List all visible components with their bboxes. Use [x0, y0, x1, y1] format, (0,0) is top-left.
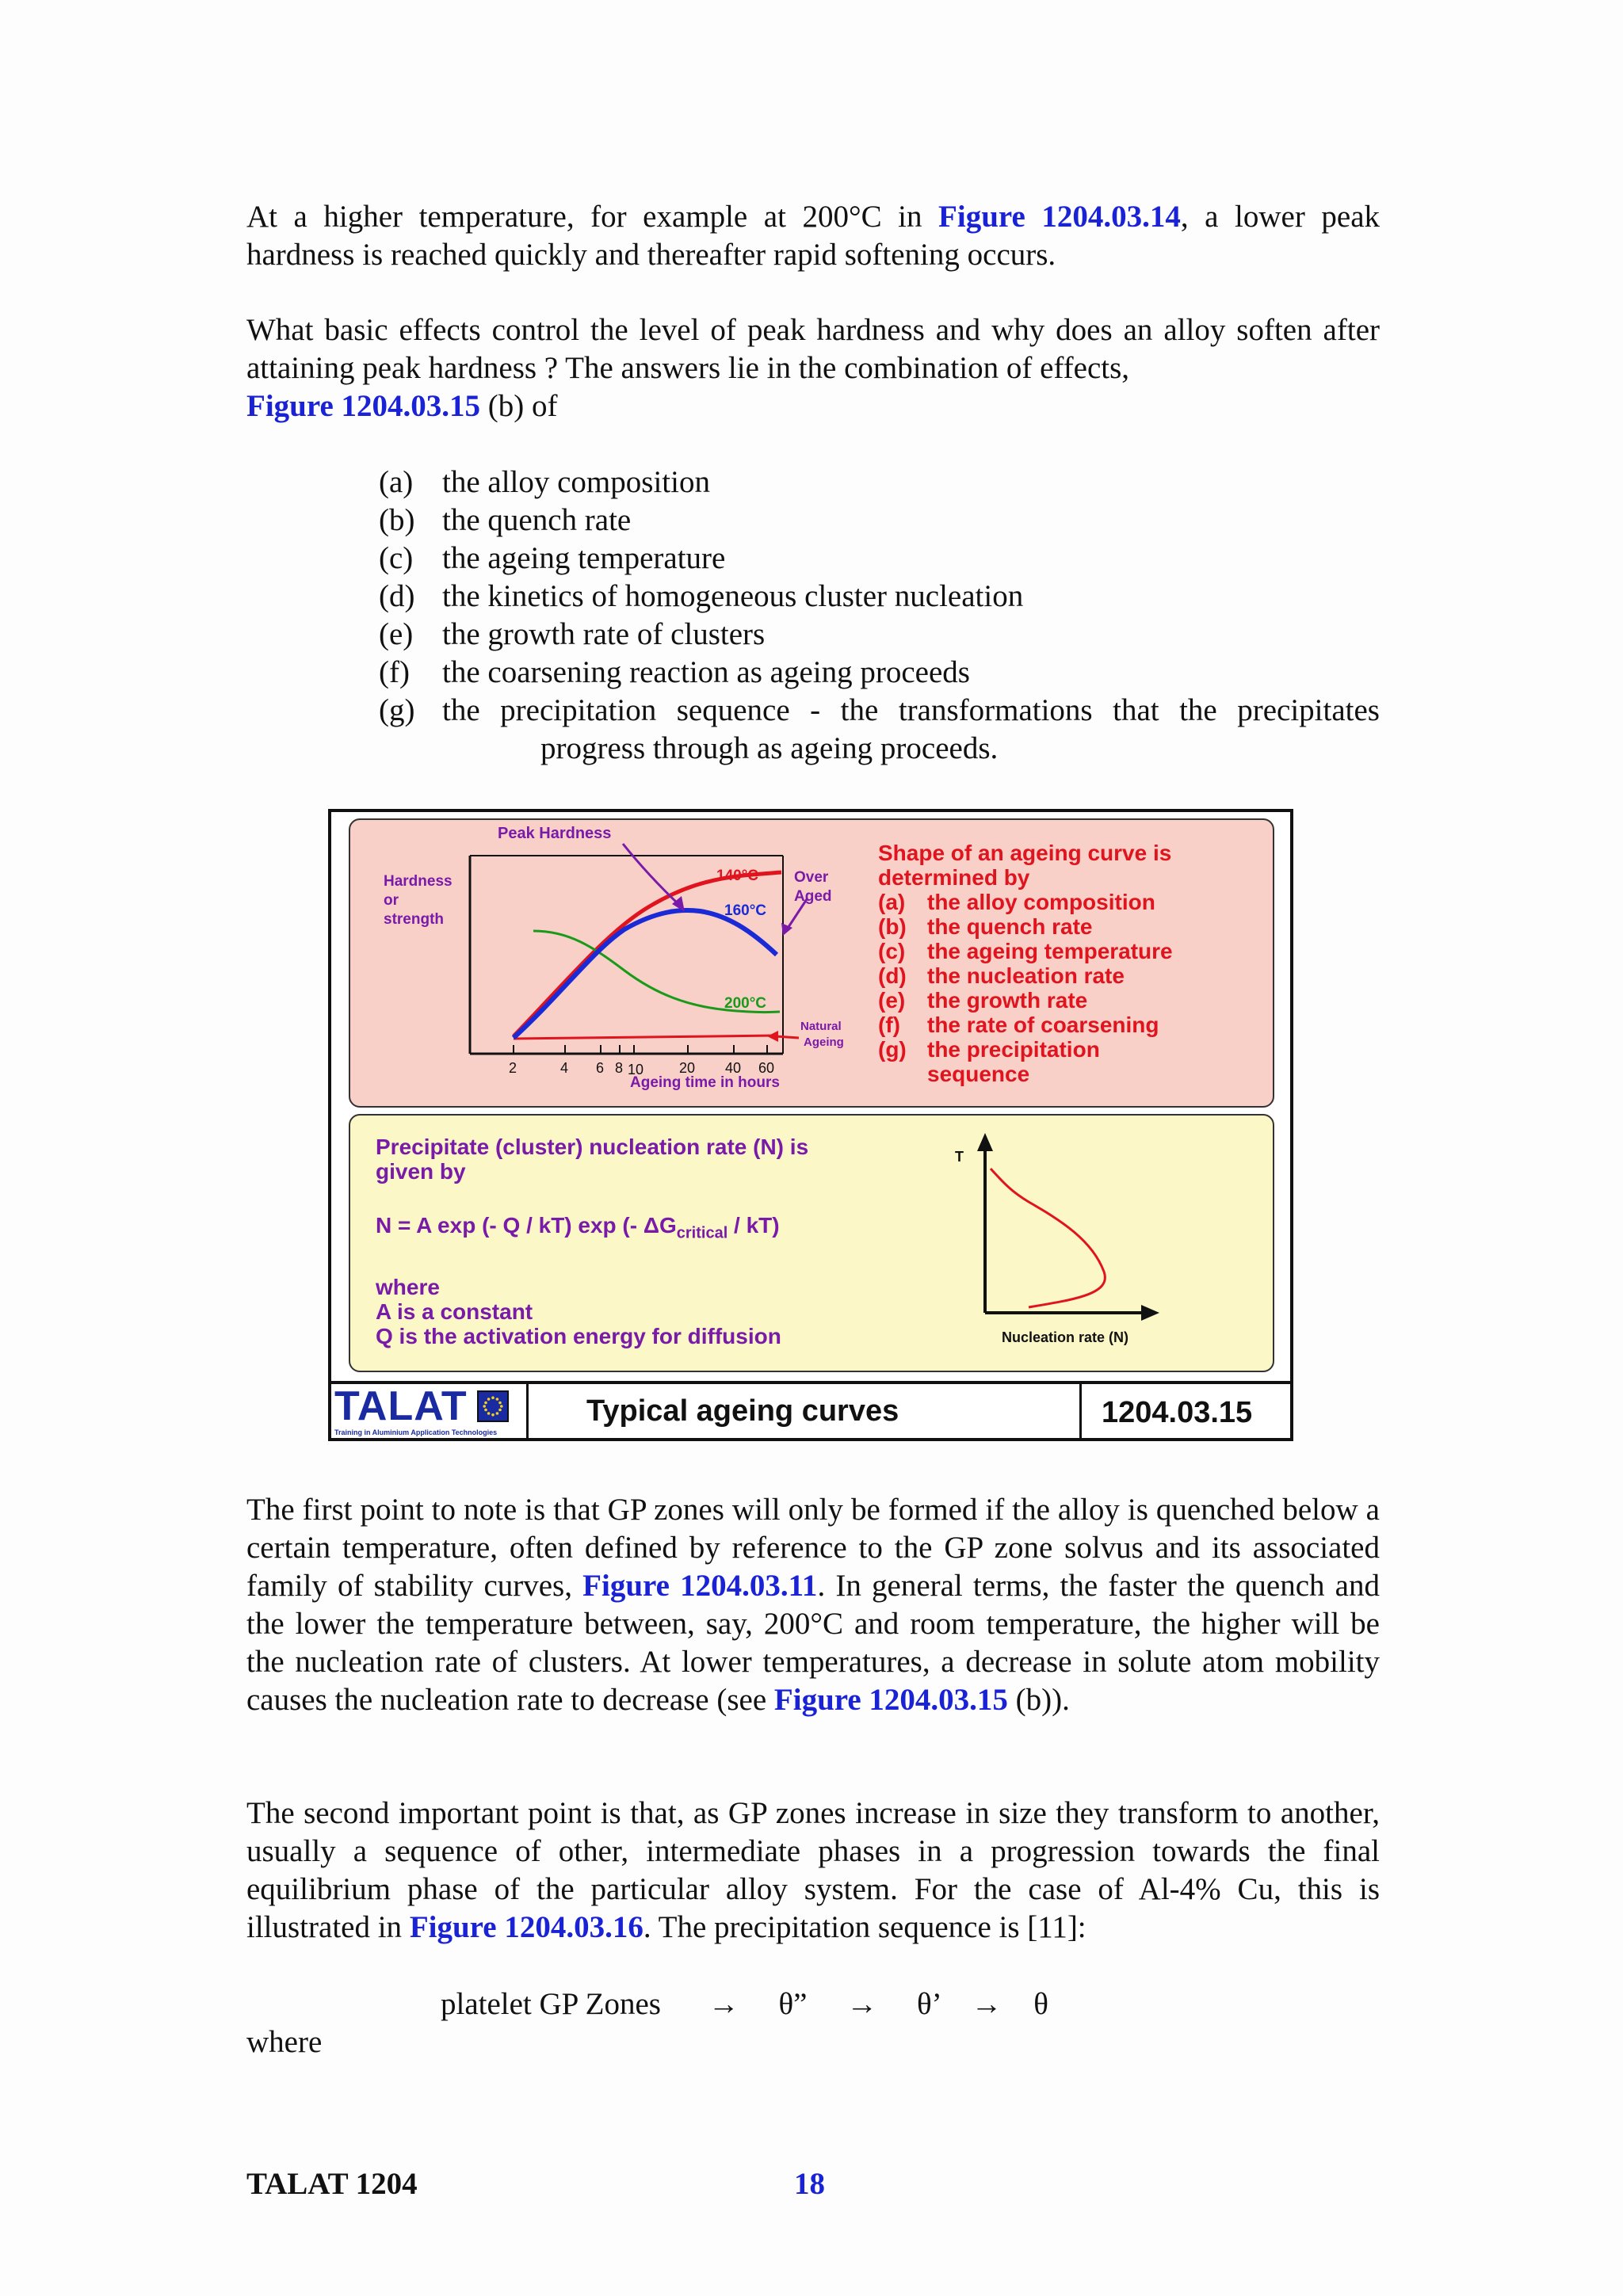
shape-heading-1: Shape of an ageing curve is [878, 841, 1172, 865]
paragraph-text: What basic effects control the level of peak hardness and why does an alloy soften after attaining peak hardness ? The answers lie in the combination of effects, [246, 313, 1380, 385]
shape-item-text: the growth rate [927, 988, 1088, 1013]
shape-item [878, 1013, 1173, 1037]
paragraph-text: The second important point is that, as GP zones increase in size they transform to another, usually a sequence of other, intermediate phases in a progression towards the final equilibrium phase of the particular alloy system. For the case of Al-4% Cu, this is illustrated in [246, 1796, 1380, 1944]
list-label: (c) [379, 541, 414, 575]
talat-subtitle: Training in Aluminium Application Technologies [334, 1428, 498, 1436]
tick-label: 8 [615, 1060, 624, 1076]
page-number: 18 [794, 2167, 825, 2201]
natural-ageing-label-2: Ageing [804, 1035, 844, 1049]
n-axis-arrow-icon [1141, 1305, 1159, 1321]
shape-item-label: (d) [878, 963, 907, 988]
talat-logo: TALAT [334, 1383, 468, 1429]
y-label-or: or [384, 892, 399, 909]
paragraph-text: The first point to note is that GP zones will only be formed if the alloy is quenched below a certain temperature, often defined by reference to the GP zone solvus and its associated family of stability curves, [246, 1493, 1380, 1603]
paragraph-2 [246, 311, 1380, 425]
shape-item-continuation: sequence [927, 1062, 1030, 1086]
shape-item-text: the rate of coarsening [927, 1013, 1159, 1037]
tick-label: 6 [596, 1060, 605, 1076]
y-label-strength: strength [384, 911, 444, 928]
list-text: the coarsening reaction as ageing proceeds [442, 655, 970, 689]
shape-item-label: (a) [878, 890, 906, 914]
paragraph-text: At a higher temperature, for example at 200°C in [246, 200, 939, 234]
list-text: the alloy composition [442, 465, 710, 499]
shape-item-text: the precipitation [927, 1037, 1100, 1062]
list-text: the growth rate of clusters [442, 617, 766, 651]
nucleation-equation [376, 1213, 808, 1246]
arrow-icon: → [971, 1987, 1002, 2021]
over-aged-label-1: Over [794, 869, 829, 886]
list-item [379, 578, 1380, 616]
figure-link[interactable]: Figure 1204.03.15 [246, 389, 481, 423]
figure-title: Typical ageing curves [586, 1394, 899, 1428]
list-text: the precipitation sequence - the transformations that the precipitates [442, 693, 1380, 727]
figure-link[interactable]: Figure 1204.03.15 [773, 1683, 1008, 1717]
shape-item-text: the nucleation rate [927, 963, 1125, 988]
natural-ageing-curve [514, 1035, 775, 1039]
over-aged-label-2: Aged [794, 888, 832, 905]
effects-list [379, 463, 1380, 768]
shape-heading-2: determined by [878, 865, 1030, 890]
equation-part: N = A exp (- Q / kT) exp (- ΔG [376, 1213, 677, 1238]
nucleation-where: where [376, 1274, 440, 1299]
list-label: (d) [379, 579, 415, 613]
nucleation-q-desc: Q is the activation energy for diffusion [376, 1323, 781, 1348]
tick-label: 4 [560, 1060, 569, 1076]
list-item [379, 540, 1380, 578]
figure-number: 1204.03.15 [1102, 1396, 1253, 1429]
tick-label: 2 [509, 1060, 517, 1076]
figure-1204-03-15 [328, 809, 1293, 1441]
where-label: where [246, 2025, 323, 2059]
figure-link[interactable]: Figure 1204.03.16 [409, 1910, 643, 1944]
tick-label: 60 [758, 1060, 775, 1076]
nucleation-line-1: Precipitate (cluster) nucleation rate (N) is [376, 1135, 809, 1159]
shape-item [878, 963, 1173, 988]
shape-item-label: (c) [878, 939, 906, 963]
list-item [379, 463, 1380, 502]
sequence-theta: θ [1033, 1987, 1048, 2021]
list-item [379, 654, 1380, 692]
figure-footer [331, 1381, 1290, 1438]
shape-item-label: (b) [878, 914, 907, 939]
shape-item [878, 939, 1173, 963]
paragraph-3 [246, 1491, 1380, 1719]
peak-hardness-arrow [623, 844, 680, 906]
paragraph-text: (b)). [1007, 1683, 1070, 1717]
list-text: the quench rate [442, 503, 632, 537]
tick-label: 20 [679, 1060, 696, 1076]
tick-label: 10 [628, 1062, 644, 1077]
list-item [379, 692, 1380, 730]
equation-subscript: critical [676, 1224, 728, 1242]
list-label: (a) [379, 465, 414, 499]
paragraph-text: (b) of [480, 389, 558, 423]
natural-ageing-label-1: Natural [800, 1020, 842, 1033]
x-axis-label: Ageing time in hours [630, 1074, 780, 1091]
shape-item-label: (g) [878, 1037, 907, 1062]
n-axis-label: Nucleation rate (N) [1002, 1329, 1129, 1345]
figure-link[interactable]: Figure 1204.03.14 [938, 200, 1181, 234]
shape-item [878, 1037, 1173, 1062]
list-label: (g) [379, 693, 415, 727]
shape-item-text: the quench rate [927, 914, 1093, 939]
equation-part: / kT) [727, 1213, 780, 1238]
paragraph-text: . The precipitation sequence is [11]: [643, 1910, 1086, 1944]
paragraph-text: . In general terms, the faster the quench and the lower the temperature between, say, 200°C and room temperature, the higher will be the nucleation rate of clusters. At lower temperatures, a decrease in solute atom mobility causes the nucleation rate to decrease (see [246, 1569, 1380, 1717]
arrow-icon: → [708, 1987, 739, 2021]
label-200c: 200°C [724, 995, 767, 1012]
label-140c: 140°C [716, 868, 759, 884]
list-continuation: progress through as ageing proceeds. [540, 731, 999, 765]
y-label-hardness: Hardness [384, 873, 453, 890]
paragraph-1 [246, 198, 1380, 274]
shape-item [878, 988, 1173, 1013]
shape-item-label: (e) [878, 988, 906, 1013]
nucleation-curve [991, 1169, 1105, 1307]
arrow-icon: → [846, 1987, 878, 2021]
figure-title-cell [526, 1384, 1082, 1438]
list-item [379, 502, 1380, 540]
nucleation-a-const: A is a constant [376, 1299, 533, 1324]
shape-item-text: the ageing temperature [927, 939, 1173, 963]
list-label: (e) [379, 617, 414, 651]
document-id: TALAT 1204 [246, 2167, 418, 2201]
t-axis-arrow-icon [977, 1133, 993, 1151]
list-label: (f) [379, 655, 410, 689]
natural-arrow-head [767, 1031, 778, 1042]
paragraph-text: , a lower peak hardness is reached quickly and thereafter rapid softening occurs. [246, 200, 1381, 272]
shape-item-text: the alloy composition [927, 890, 1155, 914]
talat-logo-cell [331, 1384, 529, 1438]
curve-160c [514, 910, 777, 1038]
shape-item-label: (f) [878, 1013, 900, 1037]
paragraph-4 [246, 1794, 1380, 1947]
sequence-theta-prime: θ’ [917, 1987, 940, 2021]
eu-flag-icon [477, 1390, 509, 1422]
peak-hardness-label: Peak Hardness [498, 825, 612, 842]
shape-list [878, 841, 1173, 1086]
label-160c: 160°C [724, 902, 767, 919]
figure-link[interactable]: Figure 1204.03.11 [582, 1569, 818, 1603]
tick-label: 40 [725, 1060, 742, 1076]
list-text: the kinetics of homogeneous cluster nucleation [442, 579, 1024, 613]
list-text: the ageing temperature [442, 541, 726, 575]
list-label: (b) [379, 503, 415, 537]
sequence-theta-double-prime: θ” [778, 1987, 808, 2021]
t-axis-label: T [955, 1149, 964, 1165]
nucleation-text [376, 1135, 808, 1348]
natural-arrow [775, 1036, 799, 1038]
nucleation-line-2: given by [376, 1159, 466, 1184]
precipitation-sequence [441, 1985, 1048, 2023]
list-item [379, 616, 1380, 654]
shape-item [878, 890, 1173, 914]
sequence-gp-zones: platelet GP Zones [441, 1987, 661, 2021]
shape-item [878, 914, 1173, 939]
